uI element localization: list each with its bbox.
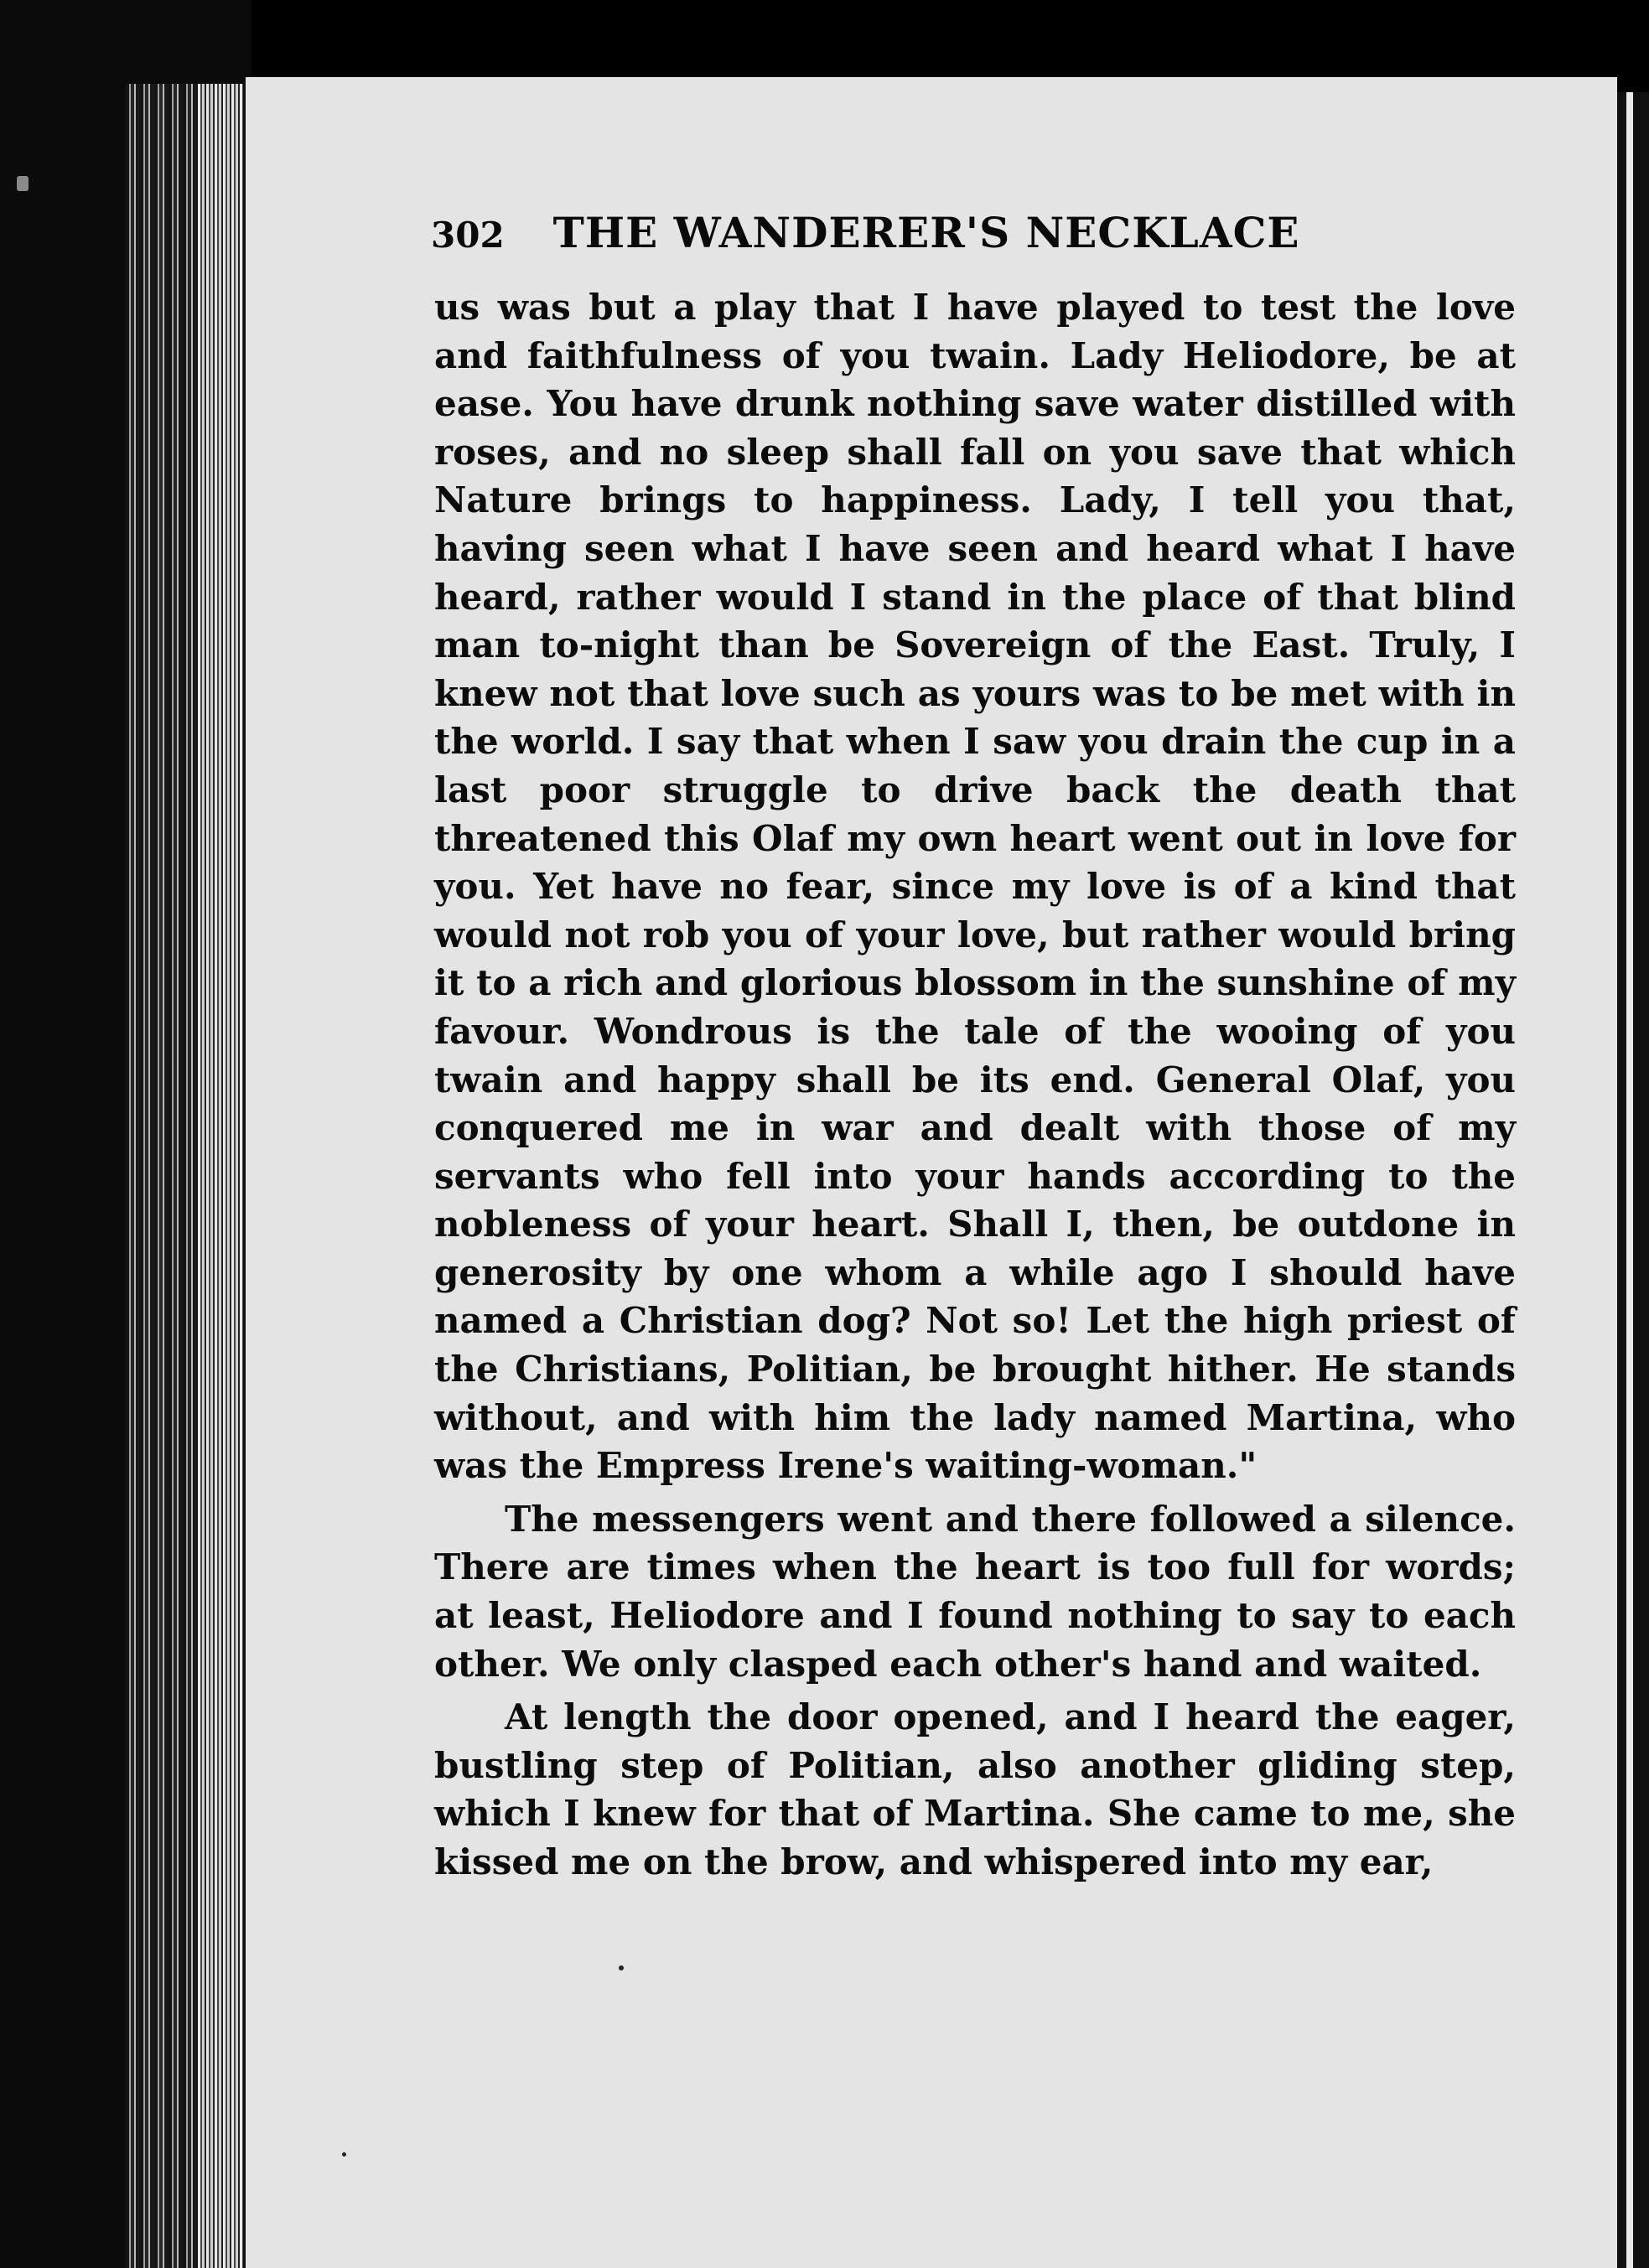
body-text [434,283,1516,1887]
page-header [431,208,1353,267]
dust-speck [17,176,29,191]
dust-speck [619,1965,624,1970]
paragraph-2: The messengers went and there followed a silence. There are times when the heart is too full for words; at least, Heliodore and I found nothing to say to each other. We only clasped each other's hand and waited. [434,1498,1516,1685]
dust-speck [342,2152,346,2157]
running-title: THE WANDERER'S NECKLACE [552,208,1300,257]
paragraph-3: At length the door opened, and I heard the eager, bustling step of Politian, also another gliding step, which I knew for that of Martina. She came to me, she kissed me on the brow, and whispered into my ear, [434,1696,1516,1882]
right-page-edge [1615,92,1649,2268]
paragraph-1: us was but a play that I have played to test the love and faithfulness of you twain. Lady Heliodore, be at ease. You have drunk nothing save water distilled with roses, and no sleep shall fall on you save that which Nature brings to happiness. Lady, I tell you that, having seen what I have seen and heard what I have heard, rather would I stand in the place of that blind man to-night than be Sovereign of the East. Truly, I knew not that love such as yours was to be met with in the world. I say that when I saw you drain the cup in a last poor struggle to drive back the death that threatened this Olaf my own heart went out in love for you. Yet have no fear, since my love is of a kind that would not rob you of your love, but rather would bring it to a rich and glorious blossom in the sunshine of my favour. Wondrous is the tale of the wooing of you twain and happy shall be its end. General Olaf, you conquered me in war and dealt with those of my servants who fell into your hands according to the nobleness of your heart. Shall I, then, be outdone in generosity by one whom a while ago I should have named a Christian dog? Not so! Let the high priest of the Christians, Politian, be brought hither. He stands without, and with him the lady named Martina, who was the Empress Irene's waiting-woman." [434,287,1516,1487]
page-edge-striations-inner [198,84,243,2268]
page-number: 302 [431,215,505,256]
